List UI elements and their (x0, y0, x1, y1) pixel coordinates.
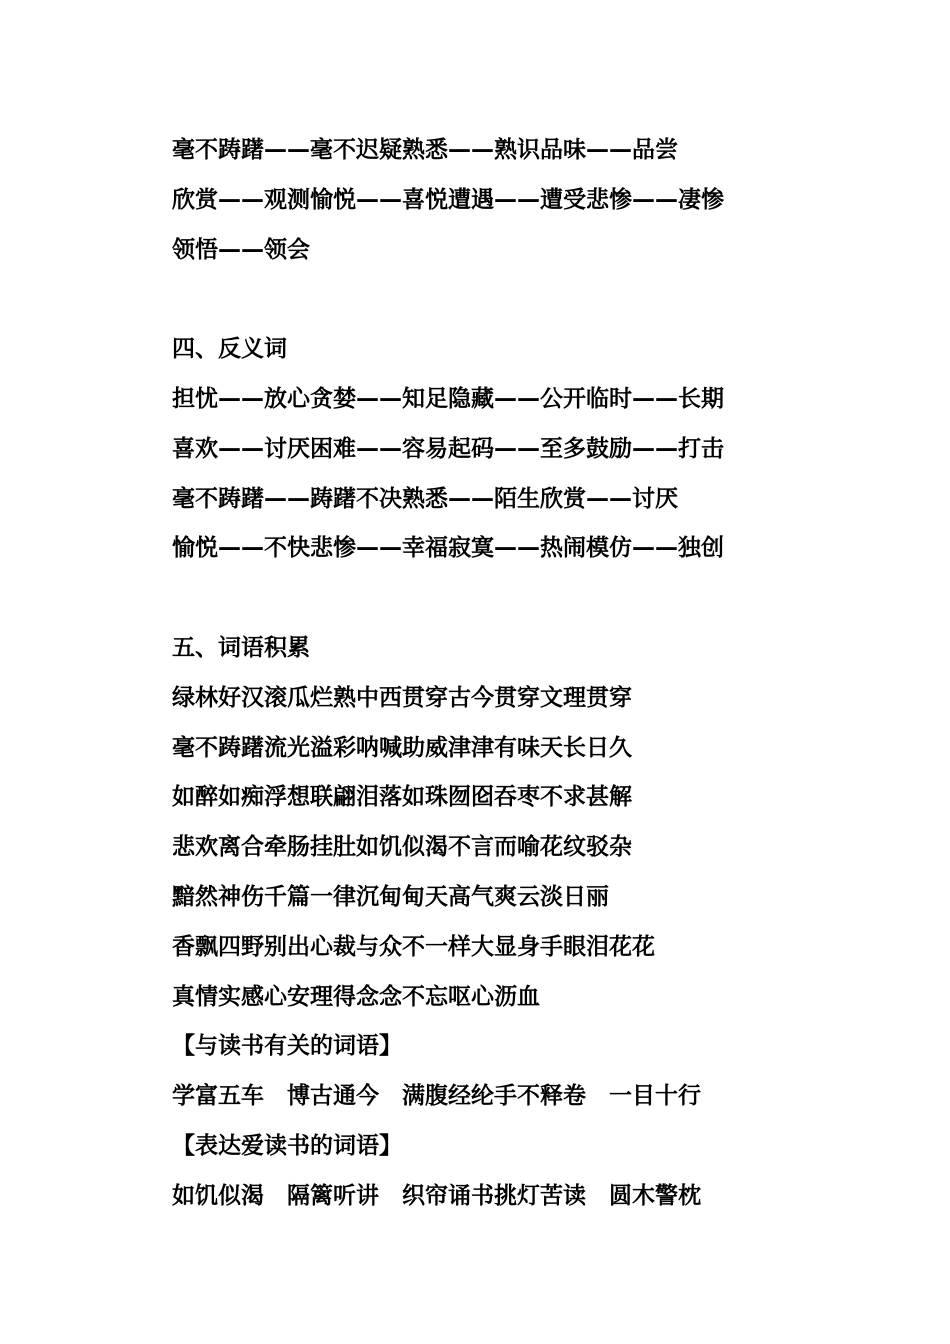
love-reading-heading: 【表达爱读书的词语】 (172, 1133, 402, 1159)
love-reading-line: 如饥似渴 隔篱听讲 织帘诵书挑灯苦读 圆木警枕 (172, 1183, 701, 1209)
vocabulary-line-6: 香飘四野别出心裁与众不一样大显身手眼泪花花 (172, 934, 655, 960)
vocabulary-line-1: 绿林好汉滚瓜烂熟中西贯穿古今贯穿文理贯穿 (172, 685, 632, 711)
vocabulary-line-2: 毫不踌躇流光溢彩呐喊助威津津有味天长日久 (172, 735, 632, 761)
vocabulary-heading: 五、词语积累 (172, 635, 310, 661)
antonym-line-4: 愉悦——不快悲惨——幸福寂寞——热闹模仿——独创 (172, 535, 724, 561)
antonym-line-2: 喜欢——讨厌困难——容易起码——至多鼓励——打击 (172, 436, 724, 462)
synonym-line-3: 领悟——领会 (172, 237, 310, 263)
synonym-line-1: 毫不踌躇——毫不迟疑熟悉——熟识品味——品尝 (172, 137, 678, 163)
synonym-line-2: 欣赏——观测愉悦——喜悦遭遇——遭受悲惨——凄惨 (172, 187, 724, 213)
vocabulary-line-3: 如醉如痴浮想联翩泪落如珠囫囵吞枣不求甚解 (172, 784, 632, 810)
antonyms-heading: 四、反义词 (172, 336, 287, 362)
vocabulary-line-5: 黯然神伤千篇一律沉甸甸天高气爽云淡日丽 (172, 884, 609, 910)
reading-words-heading: 【与读书有关的词语】 (172, 1033, 402, 1059)
reading-words-line: 学富五车 博古通今 满腹经纶手不释卷 一目十行 (172, 1083, 701, 1109)
vocabulary-line-4: 悲欢离合牵肠挂肚如饥似渴不言而喻花纹驳杂 (172, 834, 632, 860)
vocabulary-line-7: 真情实感心安理得念念不忘呕心沥血 (172, 984, 540, 1010)
antonym-line-1: 担忧——放心贪婪——知足隐藏——公开临时——长期 (172, 386, 724, 412)
antonym-line-3: 毫不踌躇——踌躇不决熟悉——陌生欣赏——讨厌 (172, 486, 678, 512)
